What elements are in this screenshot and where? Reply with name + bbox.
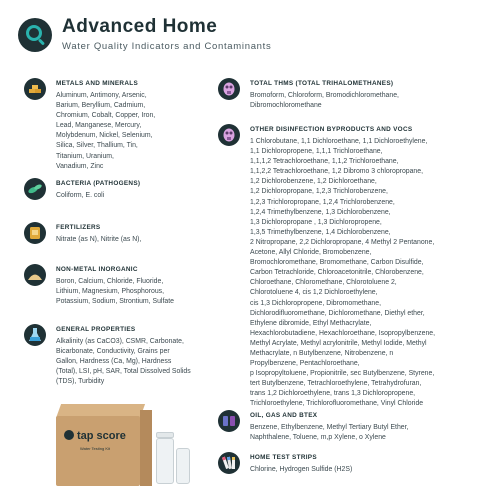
section-body: Boron, Calcium, Chloride, Fluoride, Lithium, Magnesium, Phosphorous, Potassium, Sodium, Strontium, Sulfate: [56, 278, 174, 306]
gas-mask-icon: [218, 124, 240, 146]
section-body: 1 Chlorobutane, 1,1 Dichloroethane, 1,1 Dichloroethylene, 1,1 Dichloropropene, 1,1,1 Trichloroethane, 1,1,1,2 Tetrachloroethane, 1,1,2 Trichloroethane, 1,1,2,2 Tetrachloroethane, 1,2 Dibromo 3 chloropropane, 1,2 Dichlorobenzene, 1,2 Dichloroethane, 1,2 Dichloropropane, 1,2,3 Trichlorobenzene, 1,2,3 Trichloropropane, 1,2,4 Trichlorobenzene, 1,2,4 Trimethylbenzene, 1,3 Dichlorobenzene, 1,3 Dichloropropane , 1,3 Dichloropropene, 1,3,5 Trimethylbenzene, 1,4 Dichlorobenzene, 2 Nitropropane, 2,2 Dichloropropane, 4 Methyl 2 Pentanone, Acetone, Allyl Chloride, Bromobenzene, Bromochloromethane, Bromomethane, Carbon Disulfide, Carbon Tetrachloride, Chloroacetonitrile, Chlorobenzene, Chloroethane, Chloromethane, Chlorotoluene 2, Chlorotoluene 4, cis 1,2 Dichloroethylene, cis 1,3 Dichloropropene, Dibromomethane, Dichlorodifluoromethane, Dichloromethane, Diethyl ether, Ethylene dibromide, Ethyl Methacrylate, Hexachlorobutadiene, Hexachloroethane, Isopropylbenzene, Methyl Acrylate, Methyl acrylonitrile, Methyl Iodide, Methyl Methacrylate, n Butylbenzene, Nitrobenzene, n Propylbenzene, Pentachloroethane, p Isopropyltoluene, Propionitrile, sec Butylbenzene, Styrene, tert Butylbenzene, Tetrachloroethylene, Tetrahydrofuran, trans 1,2 Dichloroethylene, trans 1,3 Dichloropropene, Trichloroethylene, Trichlorofluoromethane, Vinyl Chloride: [250, 138, 436, 408]
oil-barrels-icon: [218, 410, 240, 432]
section-title: FERTILIZERS: [56, 224, 101, 231]
kit-brand: tap score: [77, 430, 126, 442]
section-body: Alkalinity (as CaCO3), CSMR, Carbonate, Bicarbonate, Conductivity, Grains per Gallon, Hardness (Ca, Mg), Hardness (Total), LSI, pH, SAR, Total Dissolved Solids (TDS), Turbidity: [56, 338, 191, 386]
section-body: Nitrate (as N), Nitrite (as N),: [56, 236, 142, 243]
section-title: GENERAL PROPERTIES: [56, 326, 136, 333]
section-title: OTHER DISINFECTION BYPRODUCTS AND VOCS: [250, 126, 413, 133]
section-body: Aluminum, Antimony, Arsenic, Barium, Beryllium, Cadmium, Chromium, Cobalt, Copper, Iron, Lead, Manganese, Mercury, Molybdenum, Nickel, Selenium, Silica, Silver, Thallium, Tin, Titanium, Uranium, Vanadium, Zinc: [56, 92, 156, 170]
salt-pile-icon: [24, 264, 46, 286]
section-body: Chlorine, Hydrogen Sulfide (H2S): [250, 466, 353, 473]
flask-icon: [24, 324, 46, 346]
sample-bottle: [156, 438, 174, 484]
section-title: METALS AND MINERALS: [56, 80, 139, 87]
sample-vial: [176, 448, 190, 484]
magnifier-logo-icon: [18, 18, 52, 52]
section-title: HOME TEST STRIPS: [250, 454, 317, 461]
page-subtitle: Water Quality Indicators and Contaminants: [62, 41, 272, 52]
section-title: BACTERIA (PATHOGENS): [56, 180, 141, 187]
section-title: TOTAL THMS (TOTAL TRIHALOMETHANES): [250, 80, 394, 87]
kit-box: [56, 416, 140, 486]
section-body: Benzene, Ethylbenzene, Methyl Tertiary Butyl Ether, Naphthalene, Toluene, m,p Xylene, o Xylene: [250, 424, 409, 442]
gold-bars-icon: [24, 78, 46, 100]
gas-mask-icon: [218, 78, 240, 100]
page-header: [18, 16, 482, 62]
section-body: Coliform, E. coli: [56, 192, 105, 199]
section-title: NON-METAL INORGANIC: [56, 266, 138, 273]
kit-tagline: Water Testing Kit: [80, 446, 111, 451]
test-strips-icon: [218, 452, 240, 474]
page-title: Advanced Home: [62, 16, 218, 37]
fertilizer-bag-icon: [24, 222, 46, 244]
test-kit-image: [56, 404, 196, 494]
section-title: OIL, GAS AND BTEX: [250, 412, 318, 419]
section-body: Bromoform, Chloroform, Bromodichloromethane, Dibromochloromethane: [250, 92, 399, 110]
bacteria-icon: [24, 178, 46, 200]
